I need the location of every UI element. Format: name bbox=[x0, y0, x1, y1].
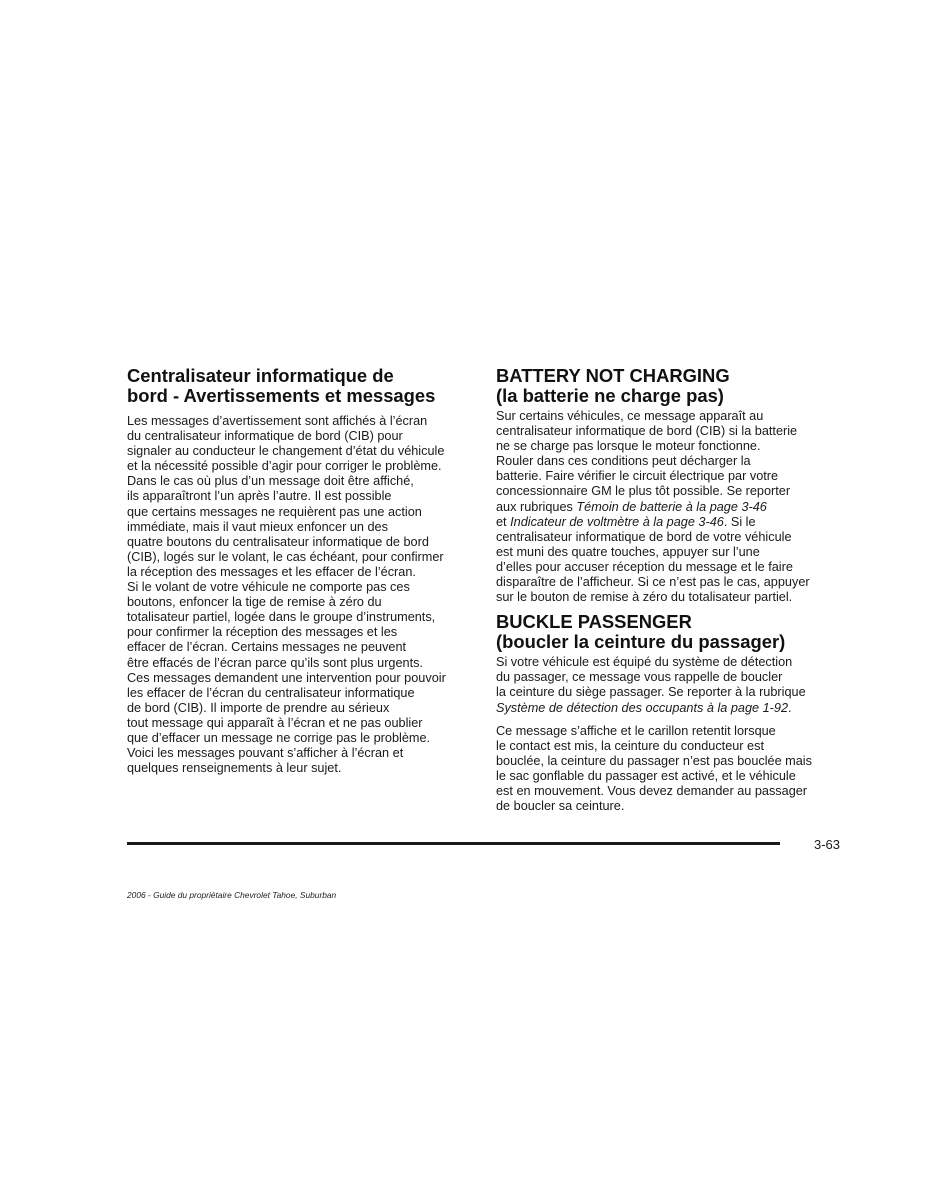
section-heading-buckle bbox=[496, 612, 846, 652]
ref-prefix: et bbox=[496, 514, 511, 529]
text-line: effacer de l’écran. Certains messages ne peuvent bbox=[127, 640, 407, 655]
cib-paragraph bbox=[127, 414, 472, 776]
left-column bbox=[127, 366, 472, 776]
battery-paragraph bbox=[496, 409, 846, 605]
text-line: quelques renseignements à leur sujet. bbox=[127, 761, 342, 776]
text-line: ils apparaîtront l’un après l’autre. Il est possible bbox=[127, 489, 392, 504]
text-line: Ces messages demandent une intervention pour pouvoir bbox=[127, 670, 446, 685]
text-line: la ceinture du siège passager. Se reporter à la rubrique bbox=[496, 685, 806, 700]
heading-line: BATTERY NOT CHARGING bbox=[496, 365, 730, 386]
text-line: concessionnaire GM le plus tôt possible. Se reporter bbox=[496, 484, 791, 499]
section-heading-battery bbox=[496, 366, 846, 406]
text-line bbox=[496, 515, 846, 530]
text-line: du centralisateur informatique de bord (CIB) pour bbox=[127, 429, 403, 444]
text-line: la réception des messages et les effacer de l’écran. bbox=[127, 564, 416, 579]
page-footer: 2006 - Guide du propriétaire Chevrolet Tahoe, Suburban bbox=[127, 890, 337, 900]
text-line: totalisateur partiel, logée dans le groupe d’instruments, bbox=[127, 610, 436, 625]
right-column bbox=[496, 366, 846, 814]
heading-line: bord - Avertissements et messages bbox=[127, 385, 436, 406]
text-line: de bord (CIB). Il importe de prendre au sérieux bbox=[127, 700, 390, 715]
text-line: du passager, ce message vous rappelle de boucler bbox=[496, 670, 783, 685]
text-line: Si le volant de votre véhicule ne comporte pas ces bbox=[127, 580, 410, 595]
text-line: (CIB), logés sur le volant, le cas échéant, pour confirmer bbox=[127, 549, 444, 564]
text-line: Voici les messages pouvant s’afficher à l’écran et bbox=[127, 746, 404, 761]
ref-suffix: . Si le bbox=[723, 514, 756, 529]
text-line: de boucler sa ceinture. bbox=[496, 799, 625, 814]
text-line: que d’effacer un message ne corrige pas le problème. bbox=[127, 730, 431, 745]
text-line: quatre boutons du centralisateur informatique de bord bbox=[127, 534, 429, 549]
text-line: Dans le cas où plus d’un message doit être affiché, bbox=[127, 474, 414, 489]
heading-line: BUCKLE PASSENGER bbox=[496, 611, 692, 633]
page-reference: Système de détection des occupants à la page 1-92 bbox=[496, 700, 789, 715]
text-line: et la nécessité possible d’agir pour corriger le problème. bbox=[127, 459, 442, 474]
text-line: Si votre véhicule est équipé du système de détection bbox=[496, 655, 793, 670]
text-line: le contact est mis, la ceinture du conducteur est bbox=[496, 738, 764, 753]
ref-suffix: . bbox=[788, 700, 792, 715]
text-line: être effacés de l’écran parce qu’ils sont plus urgents. bbox=[127, 655, 423, 670]
buckle-paragraph-2 bbox=[496, 724, 846, 815]
text-line: que certains messages ne requièrent pas une action bbox=[127, 504, 422, 519]
text-line: centralisateur informatique de bord (CIB) si la batterie bbox=[496, 424, 798, 439]
ref-prefix: aux rubriques bbox=[496, 499, 577, 514]
heading-line: (boucler la ceinture du passager) bbox=[496, 631, 786, 653]
text-line: ne se charge pas lorsque le moteur fonctionne. bbox=[496, 439, 761, 454]
buckle-section bbox=[496, 612, 846, 814]
text-line: est muni des quatre touches, appuyer sur l’une bbox=[496, 544, 760, 559]
text-line: batterie. Faire vérifier le circuit électrique par votre bbox=[496, 469, 779, 484]
text-line: sur le bouton de remise à zéro du totalisateur partiel. bbox=[496, 590, 793, 605]
text-line: disparaître de l’afficheur. Si ce n’est pas le cas, appuyer bbox=[496, 575, 810, 590]
buckle-paragraph-1 bbox=[496, 655, 846, 715]
text-line: le sac gonflable du passager est activé, et le véhicule bbox=[496, 768, 796, 783]
section-heading-cib bbox=[127, 366, 472, 406]
text-line bbox=[496, 500, 846, 515]
text-line: d’elles pour accuser réception du message et le faire bbox=[496, 559, 793, 574]
text-line: est en mouvement. Vous devez demander au passager bbox=[496, 783, 808, 798]
text-line: immédiate, mais il vaut mieux enfoncer un des bbox=[127, 519, 388, 534]
page-number: 3-63 bbox=[814, 837, 841, 852]
text-line: tout message qui apparaît à l’écran et ne pas oublier bbox=[127, 715, 423, 730]
text-line: Rouler dans ces conditions peut décharger la bbox=[496, 454, 751, 469]
text-line: Les messages d’avertissement sont affichés à l’écran bbox=[127, 414, 428, 428]
text-line: les effacer de l’écran du centralisateur informatique bbox=[127, 685, 415, 700]
page-rule-divider bbox=[127, 842, 780, 845]
text-line: pour confirmer la réception des messages et les bbox=[127, 625, 398, 640]
text-line: Ce message s’affiche et le carillon retentit lorsque bbox=[496, 723, 776, 738]
text-line: boutons, enfoncer la tige de remise à zéro du bbox=[127, 595, 382, 610]
page-reference: Témoin de batterie à la page 3-46 bbox=[576, 499, 767, 514]
page-reference: Indicateur de voltmètre à la page 3-46 bbox=[510, 514, 724, 529]
heading-line: (la batterie ne charge pas) bbox=[496, 385, 724, 406]
text-line: bouclée, la ceinture du passager n’est pas bouclée mais bbox=[496, 753, 812, 768]
text-line: Sur certains véhicules, ce message apparaît au bbox=[496, 409, 764, 423]
heading-line: Centralisateur informatique de bbox=[127, 365, 394, 386]
text-line: centralisateur informatique de bord de votre véhicule bbox=[496, 529, 792, 544]
text-line: signaler au conducteur le changement d’état du véhicule bbox=[127, 444, 445, 459]
text-line bbox=[496, 701, 846, 716]
